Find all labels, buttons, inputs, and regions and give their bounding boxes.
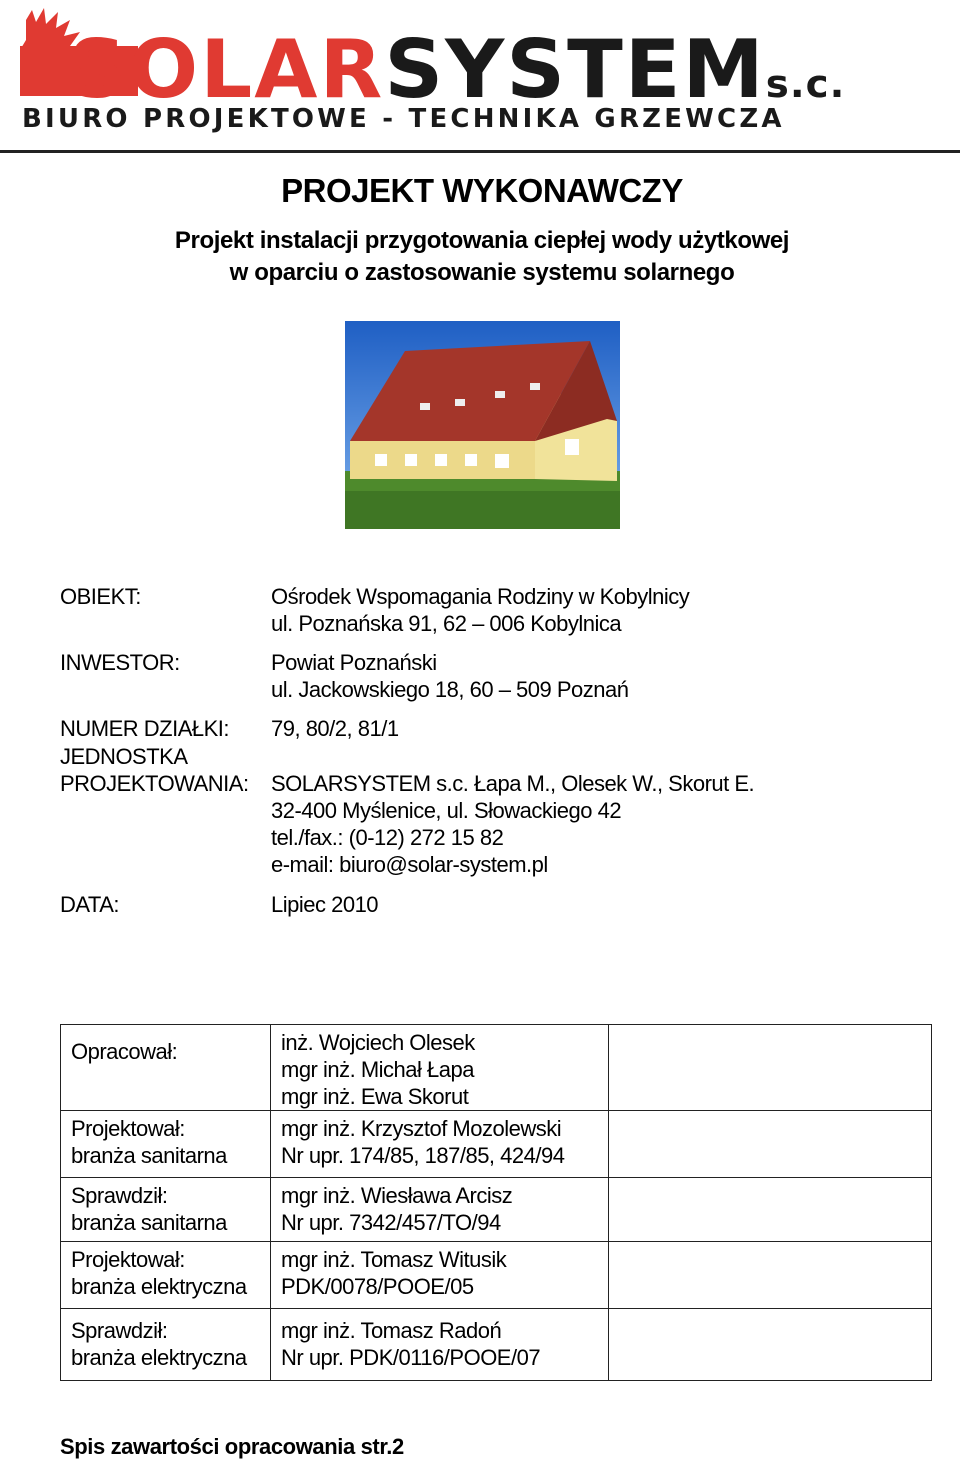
jednostka-company: SOLARSYSTEM s.c. Łapa M., Olesek W., Skorut E.	[271, 771, 755, 796]
table-row	[61, 1242, 932, 1309]
signature-cell	[609, 1178, 932, 1242]
jednostka-email: e-mail: biuro@solar-system.pl	[271, 852, 548, 877]
table-row	[61, 1111, 932, 1178]
role-branch: branża sanitarna	[71, 1210, 227, 1235]
inwestor-address: ul. Jackowskiego 18, 60 – 509 Poznań	[271, 677, 629, 702]
table-row	[61, 1309, 932, 1381]
role-branch: branża elektryczna	[71, 1345, 247, 1370]
people-cell	[271, 1178, 609, 1242]
person-line: PDK/0078/POOE/05	[281, 1274, 474, 1299]
role-cell	[61, 1178, 271, 1242]
document-subtitle-line-1: Projekt instalacji przygotowania ciepłej wody użytkowej	[174, 227, 790, 254]
logo-system-text: SYSTEM	[384, 23, 766, 116]
header-divider	[0, 150, 960, 153]
document-title: PROJEKT WYKONAWCZY	[281, 172, 683, 209]
inwestor-label: INWESTOR:	[60, 650, 180, 675]
logo-solar-text: SOLAR	[68, 23, 385, 116]
role-branch: branża sanitarna	[71, 1143, 227, 1168]
role-branch: branża elektryczna	[71, 1274, 247, 1299]
role-title: Sprawdził:	[71, 1183, 168, 1208]
obiekt-label: OBIEKT:	[60, 584, 141, 609]
person-line: inż. Wojciech Olesek	[281, 1030, 475, 1055]
person-line: mgr inż. Wiesława Arcisz	[281, 1183, 513, 1208]
person-line: Nr upr. 174/85, 187/85, 424/94	[281, 1143, 565, 1168]
people-cell	[271, 1025, 609, 1111]
person-line: Nr upr. 7342/457/TO/94	[281, 1210, 501, 1235]
role-cell	[61, 1111, 271, 1178]
people-cell	[271, 1309, 609, 1381]
signature-cell	[609, 1111, 932, 1178]
person-line: Nr upr. PDK/0116/POOE/07	[281, 1345, 541, 1370]
role-cell	[61, 1309, 271, 1381]
person-line: mgr inż. Tomasz Witusik	[281, 1247, 507, 1272]
letterhead	[0, 0, 960, 155]
person-line: mgr inż. Tomasz Radoń	[281, 1318, 502, 1343]
signature-cell	[609, 1025, 932, 1111]
role-title: Projektował:	[71, 1116, 185, 1141]
jednostka-label-line-2: PROJEKTOWANIA:	[60, 771, 249, 796]
role-title: Sprawdził:	[71, 1318, 168, 1343]
logo-suffix-text: s.c.	[765, 62, 846, 106]
building-photo	[345, 321, 620, 529]
data-label: DATA:	[60, 892, 120, 917]
role-title: Projektował:	[71, 1247, 185, 1272]
inwestor-name: Powiat Poznański	[271, 650, 437, 675]
person-line: mgr inż. Ewa Skorut	[281, 1084, 469, 1109]
data-value: Lipiec 2010	[271, 892, 379, 917]
people-cell	[271, 1111, 609, 1178]
obiekt-name: Ośrodek Wspomagania Rodziny w Kobylnicy	[271, 584, 690, 609]
table-row	[61, 1025, 932, 1111]
signature-cell	[609, 1242, 932, 1309]
people-cell	[271, 1242, 609, 1309]
jednostka-phone: tel./fax.: (0-12) 272 15 82	[271, 825, 504, 850]
staff-table	[60, 1024, 932, 1381]
company-tagline: BIURO PROJEKTOWE - TECHNIKA GRZEWCZA	[22, 104, 785, 134]
table-row	[61, 1178, 932, 1242]
role-cell	[61, 1025, 271, 1111]
role-title: Opracował:	[71, 1039, 178, 1064]
obiekt-address: ul. Poznańska 91, 62 – 006 Kobylnica	[271, 611, 622, 636]
document-subtitle-line-2: w oparciu o zastosowanie systemu solarnego	[229, 259, 735, 286]
person-line: mgr inż. Krzysztof Mozolewski	[281, 1116, 562, 1141]
role-cell	[61, 1242, 271, 1309]
contents-note: Spis zawartości opracowania str.2	[60, 1434, 404, 1459]
jednostka-label-line-1: JEDNOSTKA	[60, 744, 188, 769]
jednostka-address: 32-400 Myślenice, ul. Słowackiego 42	[271, 798, 622, 823]
person-line: mgr inż. Michał Łapa	[281, 1057, 474, 1082]
dzialki-value: 79, 80/2, 81/1	[271, 716, 399, 741]
dzialki-label: NUMER DZIAŁKI:	[60, 716, 230, 741]
signature-cell	[609, 1309, 932, 1381]
